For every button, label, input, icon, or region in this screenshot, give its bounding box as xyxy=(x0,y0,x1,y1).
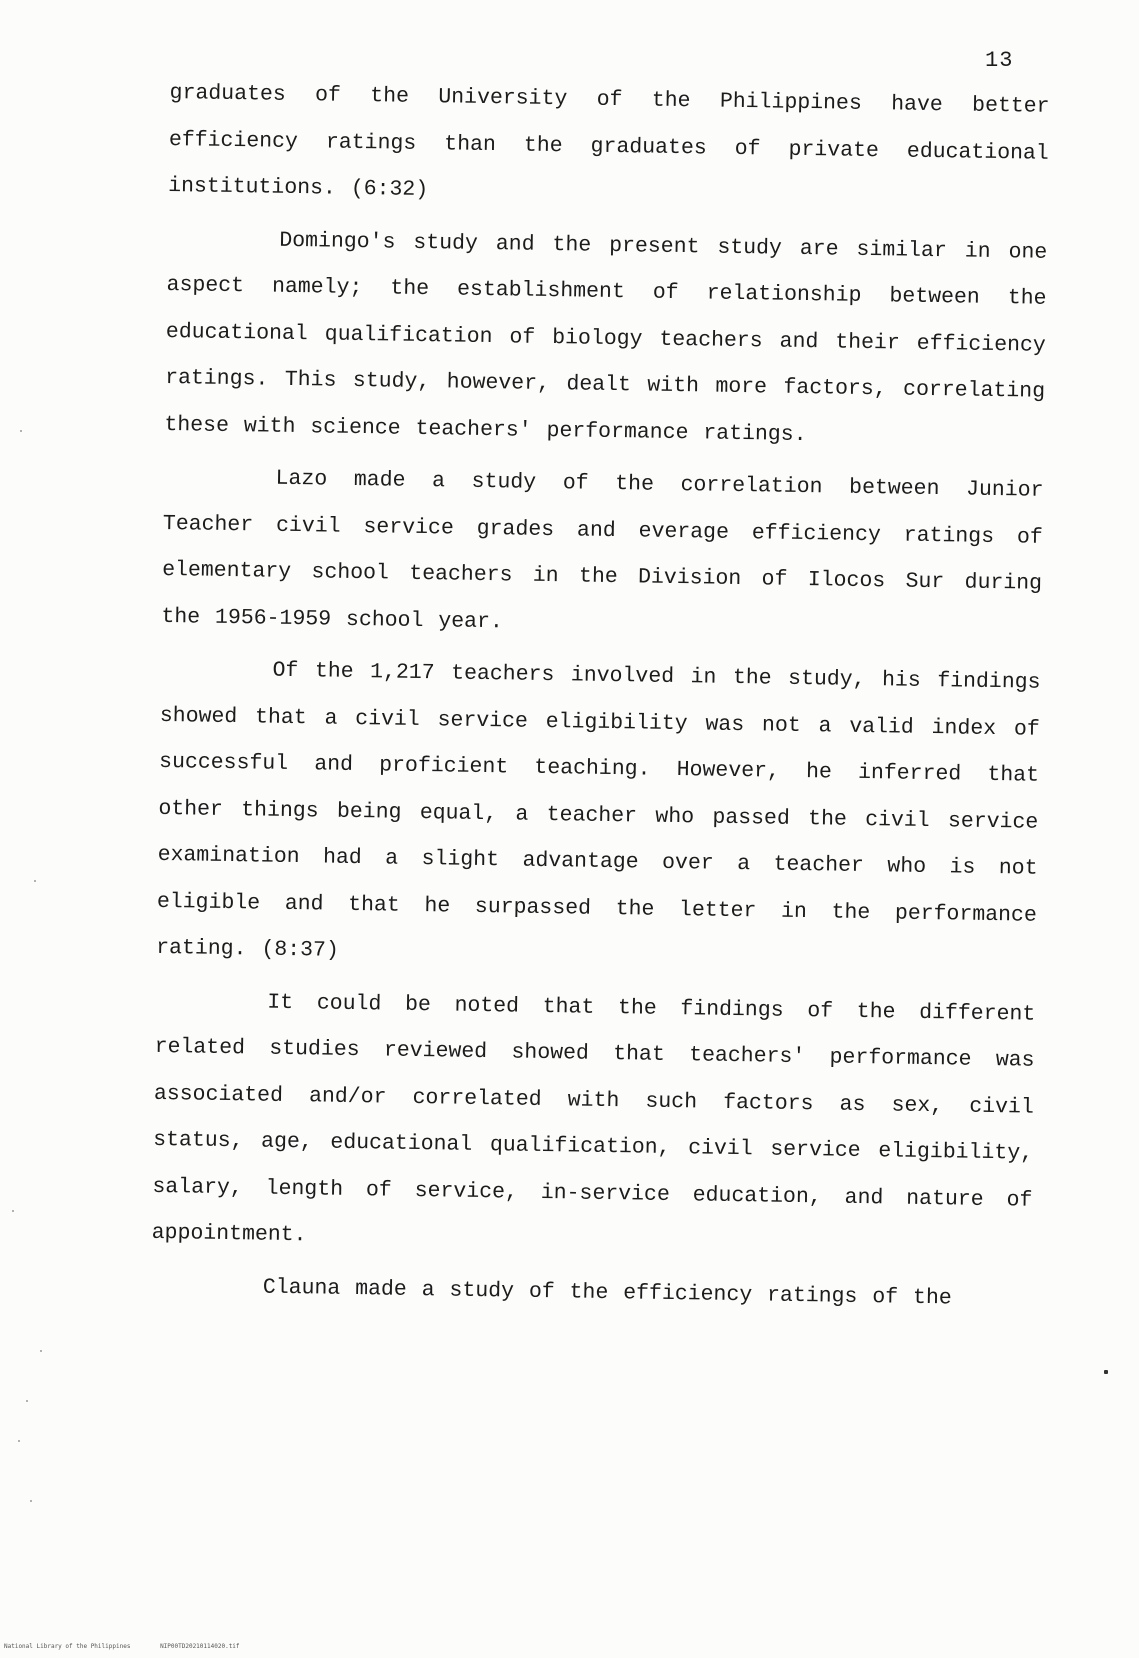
paragraph-clauna-study: Clauna made a study of the efficiency ratings of the xyxy=(262,1275,952,1310)
scan-speckle xyxy=(34,880,36,882)
scan-speckle xyxy=(26,1400,28,1402)
scan-speckle xyxy=(18,1440,20,1442)
footer-library: National Library of the Philippines xyxy=(4,1643,131,1650)
paragraph-summary: It could be noted that the findings of the different related studies reviewed showed that teachers' performance was associated and/or correlated with such factors as sex, civil status, age, educational qualification, civil service eligibility, salary, length of service, in-service education, and nature of appointment. xyxy=(151,990,1036,1248)
scan-speckle xyxy=(30,1500,32,1502)
scan-footer xyxy=(4,1643,266,1650)
scan-speckle xyxy=(1104,1370,1108,1374)
page-number: 13 xyxy=(985,48,1014,73)
paragraph-lazo-study: Lazo made a study of the correlation between Junior Teacher civil service grades and everage efficiency ratings of elementary school teachers in the Division of Ilocos Sur during the 1956-1959 school year. xyxy=(161,466,1044,634)
paragraph-continuation: graduates of the University of the Philippines have better efficiency ratings than the graduates of private educational institutions. (6:32) xyxy=(167,80,1050,203)
scan-speckle xyxy=(12,1210,14,1212)
body-text xyxy=(150,70,1049,1329)
paragraph-domingo-study: Domingo's study and the present study are similar in one aspect namely; the establishment of relationship between the educational qualification of biology teachers and their efficiency ratings. This study, however, dealt with more factors, correlating these with science teachers' performance ratings. xyxy=(164,228,1048,447)
paragraph-lazo-findings: Of the 1,217 teachers involved in the study, his findings showed that a civil service eligibility was not a valid index of successful and proficient teaching. However, he inferred that other things being equal, a teacher who passed the civil service examination had a slight advantage over a teacher who is not eligible and that he surpassed the letter in the performance rating. (8:37) xyxy=(156,658,1041,963)
footer-file-id: NIP00TD20210114020.tif xyxy=(160,1643,240,1650)
scan-speckle xyxy=(20,430,22,432)
scan-speckle xyxy=(40,1350,42,1352)
